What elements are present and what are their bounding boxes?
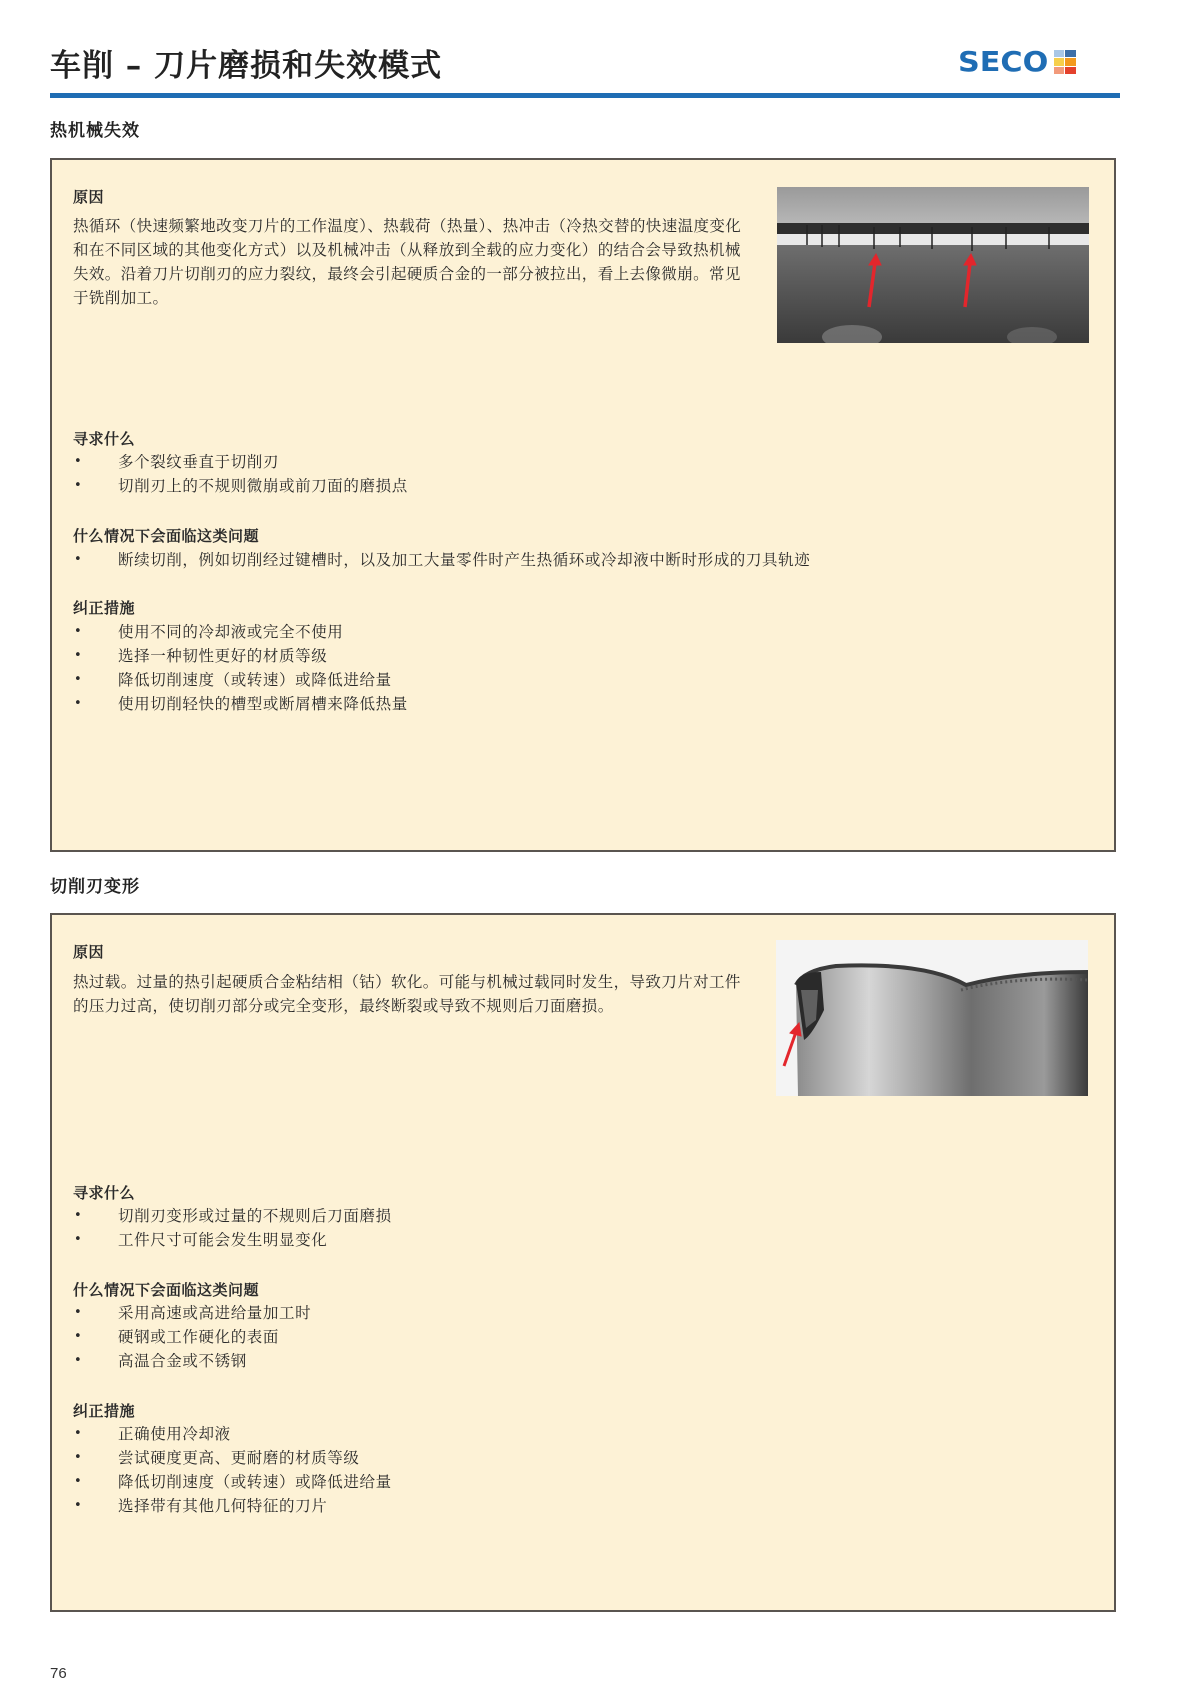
when-label: 什么情况下会面临这类问题: [73, 1281, 260, 1299]
section-title-edge-deformation: 切削刃变形: [50, 877, 140, 897]
cause-label: 原因: [73, 943, 105, 961]
when-list: [73, 1301, 973, 1373]
list-item: • 切削刃上的不规则微崩或前刀面的磨损点: [73, 474, 973, 498]
list-item: • 降低切削速度（或转速）或降低进给量: [73, 1470, 973, 1494]
remedy-list: [73, 620, 973, 716]
list-item: • 使用切削轻快的槽型或断屑槽来降低热量: [73, 692, 973, 716]
list-item: • 选择带有其他几何特征的刀片: [73, 1494, 973, 1518]
look-for-list: [73, 450, 973, 498]
list-item: • 工件尺寸可能会发生明显变化: [73, 1228, 973, 1252]
when-label: 什么情况下会面临这类问题: [73, 527, 260, 545]
thermal-cracks-image: [777, 187, 1089, 343]
list-item: • 切削刃变形或过量的不规则后刀面磨损: [73, 1204, 973, 1228]
cause-text: 热循环（快速频繁地改变刀片的工作温度）、热载荷（热量）、热冲击（冷热交替的快速温度变化和在不同区域的其他变化方式）以及机械冲击（从释放到全载的应力变化）的结合会导致热机械失效。沿着刀片切削刃的应力裂纹，最终会引起硬质合金的一部分被拉出，看上去像微崩。常见于铣削加工。: [73, 217, 742, 307]
logo-wordmark: SECO: [958, 45, 1049, 78]
remedy-list: [73, 1422, 973, 1518]
section-title-thermo-mechanical: 热机械失效: [50, 121, 140, 141]
look-for-label: 寻求什么: [73, 430, 136, 448]
list-item: • 选择一种韧性更好的材质等级: [73, 644, 973, 668]
list-item: • 高温合金或不锈钢: [73, 1349, 973, 1373]
list-item: • 采用高速或高进给量加工时: [73, 1301, 973, 1325]
list-item: • 正确使用冷却液: [73, 1422, 973, 1446]
header-rule: [50, 93, 1120, 98]
cause-text: 热过载。过量的热引起硬质合金粘结相（钴）软化。可能与机械过载同时发生，导致刀片对工件的压力过高，使切削刃部分或完全变形，最终断裂或导致不规则后刀面磨损。: [73, 973, 741, 1015]
look-for-list: [73, 1204, 973, 1252]
section-box-edge-deformation: [50, 913, 1116, 1612]
page-number: 76: [50, 1665, 67, 1682]
when-list: [73, 548, 1073, 572]
remedy-label: 纠正措施: [73, 1402, 136, 1420]
page-title: 车削 – 刀片磨损和失效模式: [50, 48, 443, 84]
list-item: • 多个裂纹垂直于切削刃: [73, 450, 973, 474]
logo-color-squares-icon: [1054, 50, 1076, 74]
seco-logo: [958, 45, 1076, 78]
deformed-cutting-edge-photo: [776, 940, 1088, 1096]
look-for-label: 寻求什么: [73, 1184, 136, 1202]
remedy-label: 纠正措施: [73, 599, 136, 617]
cause-label: 原因: [73, 188, 105, 206]
list-item: • 尝试硬度更高、更耐磨的材质等级: [73, 1446, 973, 1470]
section-box-thermo-mechanical: [50, 158, 1116, 852]
list-item: • 断续切削，例如切削经过键槽时，以及加工大量零件时产生热循环或冷却液中断时形成的刀具轨迹: [73, 548, 1073, 572]
list-item: • 使用不同的冷却液或完全不使用: [73, 620, 973, 644]
list-item: • 硬钢或工作硬化的表面: [73, 1325, 973, 1349]
insert-edge-thermal-cracks-photo: [777, 187, 1089, 343]
list-item: • 降低切削速度（或转速）或降低进给量: [73, 668, 973, 692]
edge-deformation-image: [776, 940, 1088, 1096]
